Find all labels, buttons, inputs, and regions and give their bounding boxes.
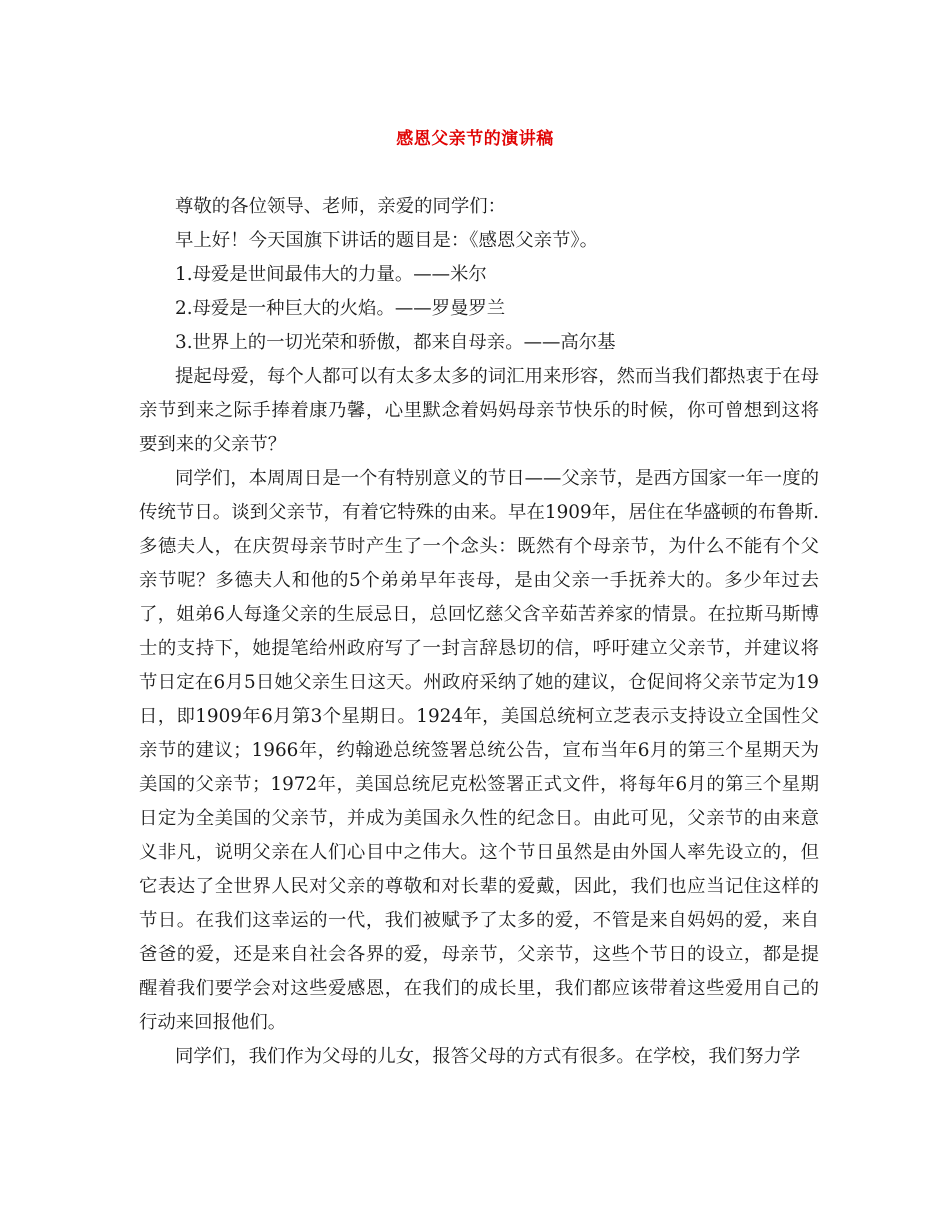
paragraph-quote-1: 1.母爱是世间最伟大的力量。——米尔: [175, 264, 487, 285]
paragraph-mothers-love: 提起母爱，每个人都可以有太多太多的词汇用来形容，然而当我们都热衷于在母亲节到来之际手捧着康乃馨，心里默念着妈妈母亲节快乐的时候，你可曾想到这将要到来的父亲节？: [139, 366, 819, 455]
paragraph-fathers-day-history: 同学们，本周周日是一个有特别意义的节日——父亲节，是西方国家一年一度的传统节日。谈到父亲节，有着它特殊的由来。早在1909年，居住在华盛顿的布鲁斯.多德夫人，在庆贺母亲节时产生了一个念头：既然有个母亲节，为什么不能有个父亲节呢？多德夫人和他的5个弟弟早年丧母，是由父亲一手抚养大的。多少年过去了，姐弟6人每逢父亲的生辰忌日，总回忆慈父含辛茹苦养家的情景。在拉斯马斯博士的支持下，她提笔给州政府写了一封言辞恳切的信，呼吁建立父亲节，并建议将节日定在6月5日她父亲生日这天。州政府采纳了她的建议，仓促间将父亲节定为19日，即1909年6月第3个星期日。1924年，美国总统柯立芝表示支持设立全国性父亲节的建议；1966年，约翰逊总统签署总统公告，宣布当年6月的第三个星期天为美国的父亲节；1972年，美国总统尼克松签署正式文件，将每年6月的第三个星期日定为全美国的父亲节，并成为美国永久性的纪念日。由此可见，父亲节的由来意义非凡，说明父亲在人们心目中之伟大。这个节日虽然是由外国人率先设立的，但它表达了全世界人民对父亲的尊敬和对长辈的爱戴，因此，我们也应当记住这样的节日。在我们这幸运的一代，我们被赋予了太多的爱，不管是来自妈妈的爱，来自爸爸的爱，还是来自社会各界的爱，母亲节，父亲节，这些个节日的设立，都是提醒着我们要学会对这些爱感恩，在我们的成长里，我们都应该带着这些爱用自己的行动来回报他们。: [139, 468, 819, 1033]
document-body: [139, 190, 819, 1074]
paragraph-quote-2: 2.母爱是一种巨大的火焰。——罗曼罗兰: [175, 298, 506, 319]
paragraph-repay-parents: 同学们，我们作为父母的儿女，报答父母的方式有很多。在学校，我们努力学: [175, 1046, 801, 1067]
paragraph-intro: 早上好！今天国旗下讲话的题目是：《感恩父亲节》。: [175, 230, 598, 251]
paragraph-quote-3: 3.世界上的一切光荣和骄傲，都来自母亲。——高尔基: [175, 332, 616, 353]
document-title: 感恩父亲节的演讲稿: [396, 129, 554, 149]
paragraph-greeting: 尊敬的各位领导、老师，亲爱的同学们：: [175, 196, 507, 217]
